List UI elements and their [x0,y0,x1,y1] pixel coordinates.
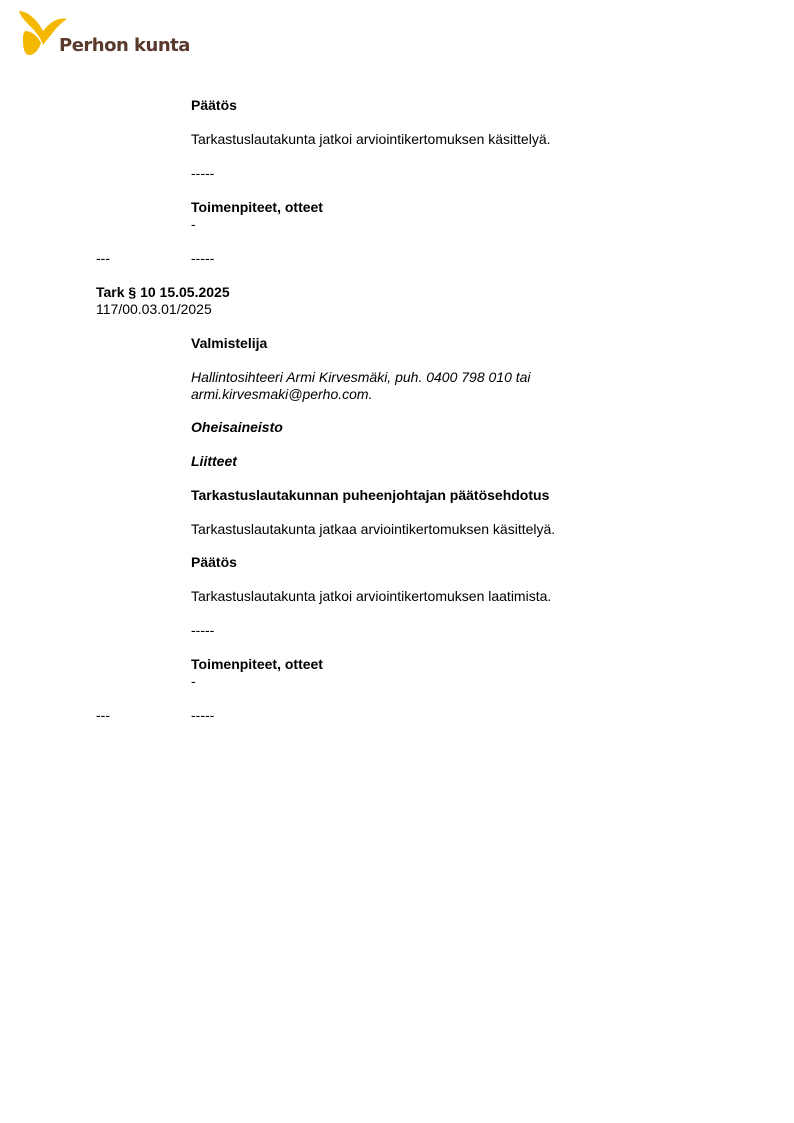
section-end-left: --- [96,707,110,723]
section-end-right: ----- [191,707,215,723]
separator: ----- [191,622,215,638]
section-end-right: ----- [191,250,215,266]
preparer-heading: Valmistelija [191,335,268,351]
org-name: Perhon kunta [59,35,190,56]
preparer-line-2: armi.kirvesmaki@perho.com. [191,386,373,402]
decision-heading: Päätös [191,554,237,570]
proposal-text: Tarkastuslautakunta jatkaa arviointikertomuksen käsittelyä. [191,521,556,537]
separator: ----- [191,165,215,181]
proposal-heading: Tarkastuslautakunnan puheenjohtajan päätösehdotus [191,487,550,503]
attachments-heading: Liitteet [191,453,237,469]
actions-text: - [191,673,196,689]
perho-logo [17,9,217,57]
actions-text: - [191,216,196,232]
record-id: 117/00.03.01/2025 [96,301,212,317]
preparer-line-1: Hallintosihteeri Armi Kirvesmäki, puh. 0400 798 010 tai [191,369,531,385]
decision-text: Tarkastuslautakunta jatkoi arviointikertomuksen laatimista. [191,588,552,604]
actions-heading: Toimenpiteet, otteet [191,656,323,672]
decision-text: Tarkastuslautakunta jatkoi arviointikertomuksen käsittelyä. [191,131,551,147]
decision-heading: Päätös [191,97,237,113]
section-end-left: --- [96,250,110,266]
actions-heading: Toimenpiteet, otteet [191,199,323,215]
section-title: Tark § 10 15.05.2025 [96,284,230,300]
material-heading: Oheisaineisto [191,419,283,435]
